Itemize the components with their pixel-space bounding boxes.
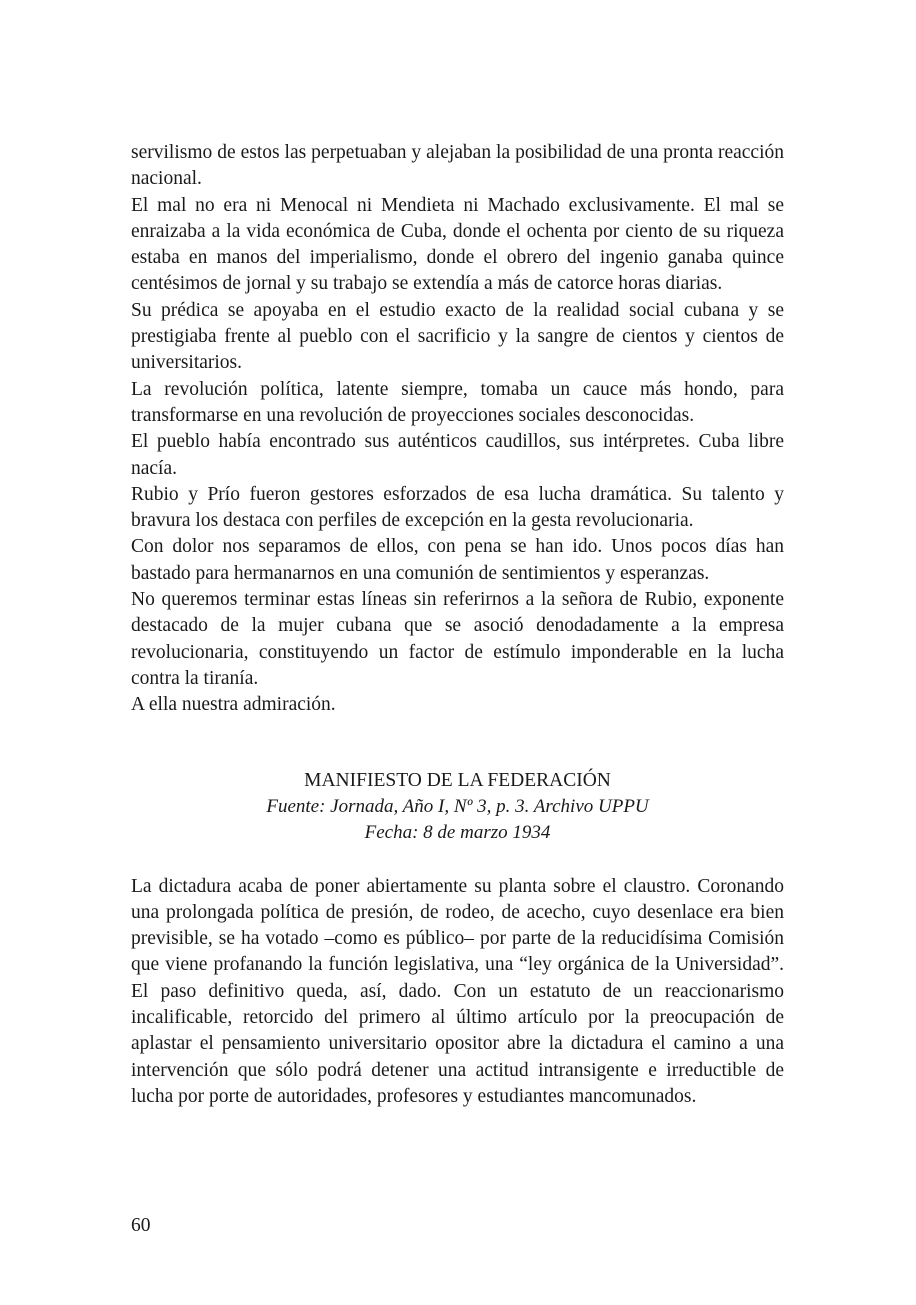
paragraph: servilismo de estos las perpetuaban y alejaban la posibilidad de una pronta reacción nacional. (131, 142, 784, 190)
page-content (131, 140, 784, 1110)
paragraph: La dictadura acaba de poner abiertamente su planta sobre el claustro. Coronando una prolongada política de presión, de rodeo, de acecho, cuyo desenlace era bien previsible, se ha votado –como es público– por parte de la reducidísima Comisión que viene profanando la función legislativa, una “ley orgánica de la Universidad”. El paso definitivo queda, así, dado. Con un estatuto de un reaccionarismo incalificable, retorcido del primero al último artículo por la preocupación de aplastar el pensamiento universitario opositor abre la dictadura el camino a una intervención que sólo podrá detener una actitud intransigente e irreductible de lucha por porte de autoridades, profesores y estudiantes mancomunados. (131, 875, 784, 1107)
section-source: Fuente: Jornada, Año I, Nº 3, p. 3. Archivo UPPU (266, 795, 649, 817)
paragraph: El mal no era ni Menocal ni Mendieta ni Machado exclusivamente. El mal se enraizaba a la vida económica de Cuba, donde el ochenta por ciento de su riqueza estaba en manos del imperialismo, donde el obrero del ingenio ganaba quince centésimos de jornal y su trabajo se extendía a más de catorce horas diarias. (131, 194, 784, 295)
section-title: MANIFIESTO DE LA FEDERACIÓN (304, 769, 611, 791)
section-date: Fecha: 8 de marzo 1934 (364, 821, 551, 843)
paragraph: Su prédica se apoyaba en el estudio exacto de la realidad social cubana y se prestigiaba frente al pueblo con el sacrificio y la sangre de cientos y cientos de universitarios. (131, 299, 784, 374)
page-number: 60 (131, 1215, 151, 1236)
section-header (131, 768, 784, 846)
paragraph: La revolución política, latente siempre, tomaba un cauce más hondo, para transformarse en una revolución de proyecciones sociales desconocidas. (131, 378, 784, 426)
paragraph: El pueblo había encontrado sus auténticos caudillos, sus intérpretes. Cuba libre nacía. (131, 431, 784, 479)
paragraph: Con dolor nos separamos de ellos, con pena se han ido. Unos pocos días han bastado para hermanarnos en una comunión de sentimientos y esperanzas. (131, 536, 784, 584)
paragraph: A ella nuestra admiración. (131, 694, 336, 716)
paragraph: No queremos terminar estas líneas sin referirnos a la señora de Rubio, exponente destacado de la mujer cubana que se asoció denodadamente a la empresa revolucionaria, constituyendo un factor de estímulo imponderable en la lucha contra la tiranía. (131, 589, 784, 689)
section-body (131, 874, 784, 1111)
paragraph: Rubio y Prío fueron gestores esforzados de esa lucha dramática. Su talento y bravura los destaca con perfiles de excepción en la gesta revolucionaria. (131, 483, 784, 532)
